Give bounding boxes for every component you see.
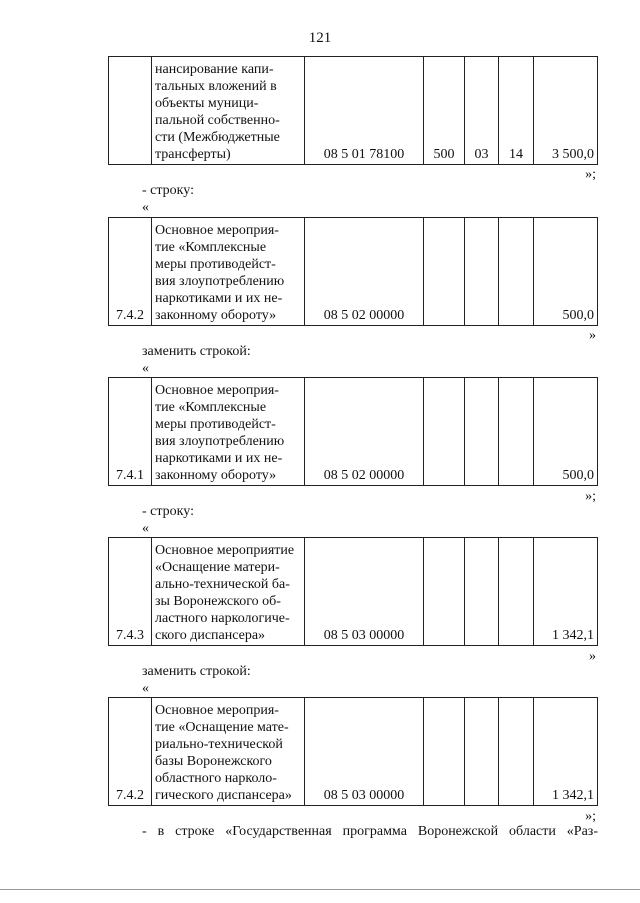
name-line: тальных вложений в — [155, 79, 277, 94]
name-line: зы Воронежского об- — [155, 594, 281, 609]
instruction-line: - строку: — [142, 504, 194, 519]
section-cell — [465, 698, 499, 806]
amount-cell: 1 342,1 — [534, 698, 598, 806]
name-line: объекты муници- — [155, 96, 259, 111]
amount-cell: 1 342,1 — [534, 538, 598, 646]
expense-type-cell — [424, 538, 465, 646]
closing-quote: »; — [585, 489, 596, 504]
target-code-cell: 08 5 02 00000 — [305, 218, 424, 326]
target-code-cell: 08 5 03 00000 — [305, 698, 424, 806]
name-line: законному обороту» — [155, 308, 277, 323]
expense-type-cell — [424, 698, 465, 806]
subsection-cell: 14 — [499, 57, 534, 165]
name-line: областного нарколо- — [155, 771, 277, 786]
page-edge-line — [0, 889, 640, 890]
name-line: Основное мероприя- — [155, 703, 279, 718]
closing-quote: »; — [585, 809, 596, 824]
expense-type-cell — [424, 218, 465, 326]
name-line: пальной собственно- — [155, 113, 280, 128]
row-name-cell — [152, 218, 305, 326]
opening-quote: « — [142, 681, 149, 696]
subsection-cell — [499, 538, 534, 646]
budget-table-row — [108, 537, 598, 646]
section-cell: 03 — [465, 57, 499, 165]
name-line: трансферты) — [155, 147, 231, 162]
row-number-cell: 7.4.2 — [109, 698, 152, 806]
name-line: тие «Комплексные — [155, 240, 267, 255]
page-number: 121 — [308, 30, 332, 46]
opening-quote: « — [142, 521, 149, 536]
name-line: наркотиками и их не- — [155, 451, 283, 466]
closing-quote: » — [589, 328, 596, 343]
budget-table-row — [108, 377, 598, 486]
instruction-line: заменить строкой: — [142, 344, 251, 359]
closing-quote: »; — [585, 167, 596, 182]
name-line: «Оснащение матери- — [155, 560, 280, 575]
row-number-cell: 7.4.1 — [109, 378, 152, 486]
name-line: базы Воронежского — [155, 754, 272, 769]
target-code-cell: 08 5 02 00000 — [305, 378, 424, 486]
expense-type-cell — [424, 378, 465, 486]
closing-quote: » — [589, 649, 596, 664]
name-line: ально-технической ба- — [155, 577, 290, 592]
name-line: Основное мероприятие — [155, 543, 295, 558]
row-number-cell — [109, 57, 152, 165]
instruction-line: - строку: — [142, 183, 194, 198]
amount-cell: 500,0 — [534, 218, 598, 326]
opening-quote: « — [142, 361, 149, 376]
row-number-cell: 7.4.3 — [109, 538, 152, 646]
row-number-cell: 7.4.2 — [109, 218, 152, 326]
row-name-cell — [152, 57, 305, 165]
row-name-cell — [152, 698, 305, 806]
target-code-cell: 08 5 01 78100 — [305, 57, 424, 165]
name-line: вия злоупотреблению — [155, 434, 285, 449]
name-line: меры противодейст- — [155, 257, 276, 272]
expense-type-cell: 500 — [424, 57, 465, 165]
amount-cell: 500,0 — [534, 378, 598, 486]
amount-cell: 3 500,0 — [534, 57, 598, 165]
name-line: тие «Комплексные — [155, 400, 267, 415]
section-cell — [465, 378, 499, 486]
budget-table-row — [108, 697, 598, 806]
section-cell — [465, 538, 499, 646]
subsection-cell — [499, 698, 534, 806]
row-name-cell — [152, 538, 305, 646]
name-line: вия злоупотреблению — [155, 274, 285, 289]
name-line: тие «Оснащение мате- — [155, 720, 289, 735]
target-code-cell: 08 5 03 00000 — [305, 538, 424, 646]
subsection-cell — [499, 378, 534, 486]
row-name-cell — [152, 378, 305, 486]
paragraph-text: - в строке «Государственная программа Воронежской области «Раз- — [142, 824, 598, 839]
name-line: законному обороту» — [155, 468, 277, 483]
budget-table-row — [108, 56, 598, 165]
name-line: ластного наркологиче- — [155, 611, 290, 626]
subsection-cell — [499, 218, 534, 326]
name-line: риально-технической — [155, 737, 283, 752]
name-line: нансирование капи- — [155, 62, 274, 77]
name-line: сти (Межбюджетные — [155, 130, 280, 145]
name-line: Основное мероприя- — [155, 383, 279, 398]
budget-table-row — [108, 217, 598, 326]
section-cell — [465, 218, 499, 326]
name-line: гического диспансера» — [155, 788, 292, 803]
name-line: Основное мероприя- — [155, 223, 279, 238]
opening-quote: « — [142, 200, 149, 215]
name-line: ского диспансера» — [155, 628, 266, 643]
instruction-line: заменить строкой: — [142, 664, 251, 679]
name-line: меры противодейст- — [155, 417, 276, 432]
name-line: наркотиками и их не- — [155, 291, 283, 306]
